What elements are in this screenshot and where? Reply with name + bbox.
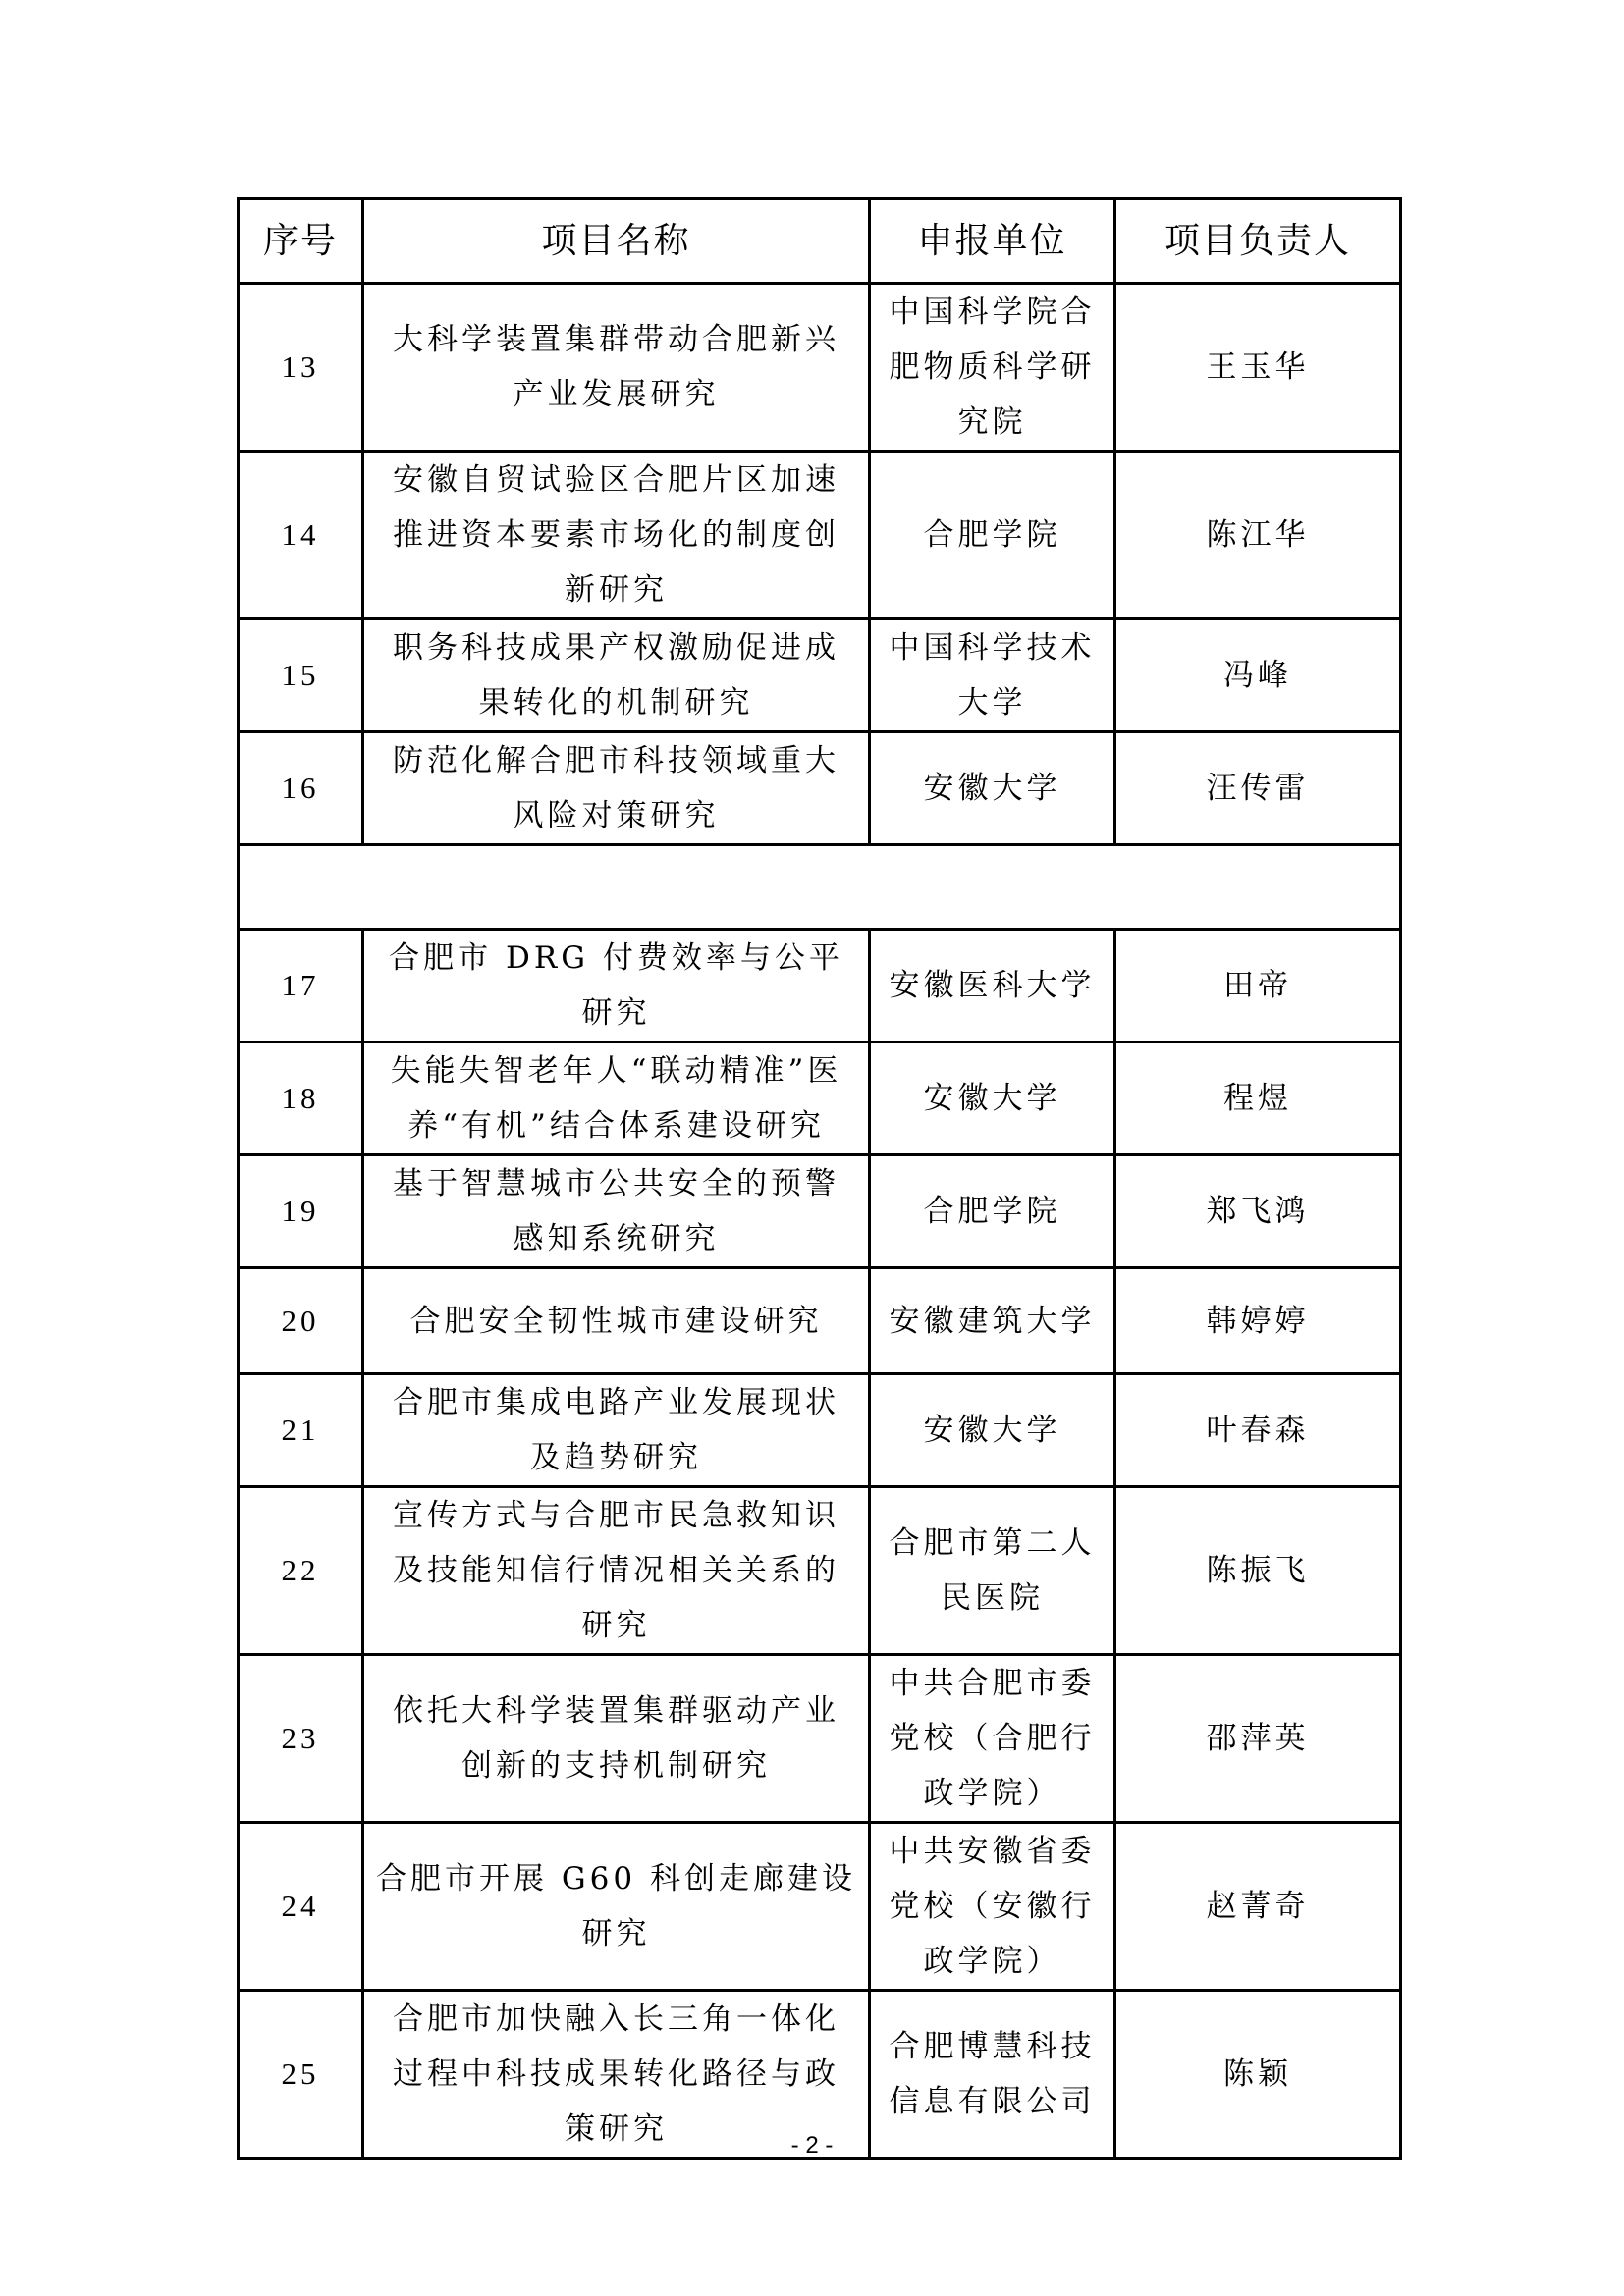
cell-serial-number: 18 [239, 1042, 363, 1155]
cell-project-name: 防范化解合肥市科技领域重大风险对策研究 [363, 732, 870, 845]
table-row [239, 1487, 1401, 1655]
cell-applicant-unit: 中共安徽省委党校（安徽行政学院） [870, 1823, 1115, 1991]
cell-project-leader: 叶春森 [1115, 1374, 1401, 1487]
table-row [239, 1374, 1401, 1487]
cell-serial-number: 13 [239, 284, 363, 452]
cell-applicant-unit: 安徽医科大学 [870, 930, 1115, 1042]
cell-serial-number: 19 [239, 1155, 363, 1268]
cell-project-leader: 陈颖 [1115, 1991, 1401, 2159]
table-row [239, 1268, 1401, 1374]
cell-serial-number: 22 [239, 1487, 363, 1655]
table-row [239, 732, 1401, 845]
cell-project-name: 失能失智老年人“联动精准”医养“有机”结合体系建设研究 [363, 1042, 870, 1155]
header-applicant-unit: 申报单位 [870, 199, 1115, 284]
cell-serial-number: 21 [239, 1374, 363, 1487]
table-row [239, 1655, 1401, 1823]
cell-serial-number: 25 [239, 1991, 363, 2159]
cell-project-name: 合肥安全韧性城市建设研究 [363, 1268, 870, 1374]
table-row [239, 452, 1401, 619]
cell-project-leader: 邵萍英 [1115, 1655, 1401, 1823]
cell-project-leader: 陈振飞 [1115, 1487, 1401, 1655]
cell-applicant-unit: 安徽大学 [870, 732, 1115, 845]
table-row [239, 284, 1401, 452]
header-project-leader: 项目负责人 [1115, 199, 1401, 284]
table-row [239, 619, 1401, 732]
cell-serial-number: 23 [239, 1655, 363, 1823]
cell-applicant-unit: 合肥学院 [870, 452, 1115, 619]
table-header-row [239, 199, 1401, 284]
cell-project-name: 宣传方式与合肥市民急救知识及技能知信行情况相关关系的研究 [363, 1487, 870, 1655]
cell-project-name: 合肥市开展 G60 科创走廊建设研究 [363, 1823, 870, 1991]
cell-applicant-unit: 合肥博慧科技信息有限公司 [870, 1991, 1115, 2159]
page-number: - 2 - [790, 2132, 834, 2159]
cell-project-leader: 郑飞鸿 [1115, 1155, 1401, 1268]
table-row [239, 1155, 1401, 1268]
cell-applicant-unit: 安徽建筑大学 [870, 1268, 1115, 1374]
cell-project-leader: 冯峰 [1115, 619, 1401, 732]
table-row [239, 1042, 1401, 1155]
cell-applicant-unit: 合肥市第二人民医院 [870, 1487, 1115, 1655]
cell-project-name: 安徽自贸试验区合肥片区加速推进资本要素市场化的制度创新研究 [363, 452, 870, 619]
header-project-name: 项目名称 [363, 199, 870, 284]
cell-project-leader: 陈江华 [1115, 452, 1401, 619]
blank-row [239, 845, 1401, 930]
cell-serial-number: 24 [239, 1823, 363, 1991]
cell-serial-number: 20 [239, 1268, 363, 1374]
cell-project-name: 依托大科学装置集群驱动产业创新的支持机制研究 [363, 1655, 870, 1823]
cell-serial-number: 17 [239, 930, 363, 1042]
cell-project-name: 基于智慧城市公共安全的预警感知系统研究 [363, 1155, 870, 1268]
cell-project-leader: 韩婷婷 [1115, 1268, 1401, 1374]
header-serial-number: 序号 [239, 199, 363, 284]
cell-applicant-unit: 安徽大学 [870, 1042, 1115, 1155]
cell-project-leader: 程煜 [1115, 1042, 1401, 1155]
table-row [239, 1823, 1401, 1991]
blank-cell [239, 845, 1401, 930]
cell-applicant-unit: 中国科学院合肥物质科学研究院 [870, 284, 1115, 452]
cell-serial-number: 16 [239, 732, 363, 845]
cell-project-leader: 田帝 [1115, 930, 1401, 1042]
project-table [237, 197, 1402, 2160]
cell-applicant-unit: 中国科学技术大学 [870, 619, 1115, 732]
cell-serial-number: 15 [239, 619, 363, 732]
cell-serial-number: 14 [239, 452, 363, 619]
cell-project-leader: 王玉华 [1115, 284, 1401, 452]
cell-applicant-unit: 合肥学院 [870, 1155, 1115, 1268]
cell-project-name: 职务科技成果产权激励促进成果转化的机制研究 [363, 619, 870, 732]
cell-applicant-unit: 安徽大学 [870, 1374, 1115, 1487]
table-row [239, 930, 1401, 1042]
cell-project-name: 大科学装置集群带动合肥新兴产业发展研究 [363, 284, 870, 452]
cell-applicant-unit: 中共合肥市委党校（合肥行政学院） [870, 1655, 1115, 1823]
cell-project-name: 合肥市集成电路产业发展现状及趋势研究 [363, 1374, 870, 1487]
cell-project-name: 合肥市加快融入长三角一体化过程中科技成果转化路径与政策研究 [363, 1991, 870, 2159]
cell-project-leader: 赵菁奇 [1115, 1823, 1401, 1991]
cell-project-name: 合肥市 DRG 付费效率与公平研究 [363, 930, 870, 1042]
cell-project-leader: 汪传雷 [1115, 732, 1401, 845]
